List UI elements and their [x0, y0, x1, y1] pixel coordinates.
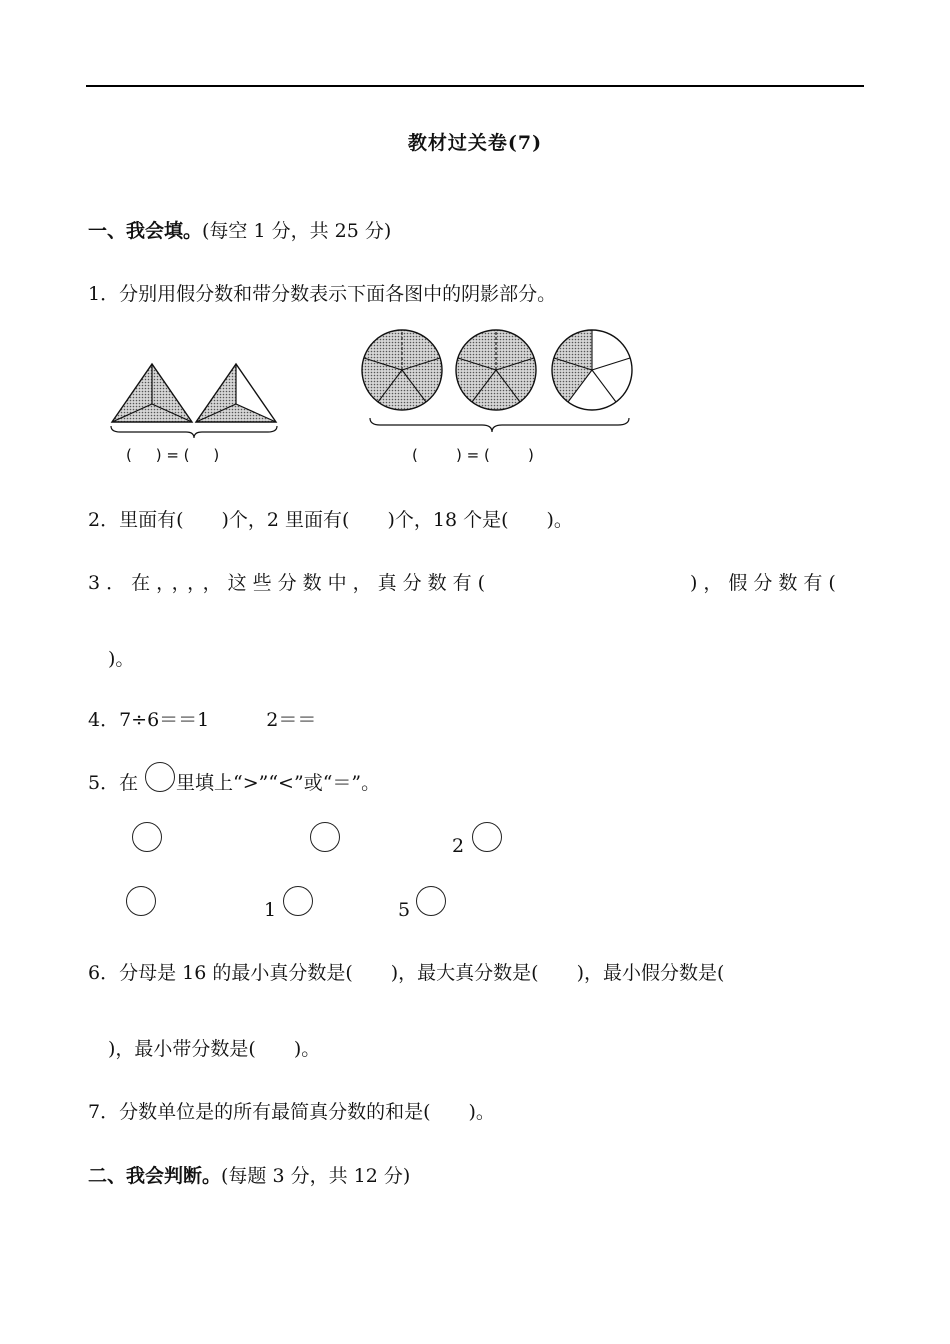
circle-full-1 — [362, 330, 442, 410]
question-5-prefix: 5．在 — [88, 772, 139, 794]
compare-circle-6[interactable] — [416, 886, 446, 916]
triangle-figure — [108, 360, 278, 440]
circle-figure — [358, 326, 638, 436]
section-2-note: (每题 3 分，共 12 分) — [221, 1165, 411, 1187]
compare-circle-1[interactable] — [132, 822, 162, 852]
question-7-text: 7．分数单位是的所有最简真分数的和是( )。 — [88, 1101, 495, 1123]
compare-circle-4[interactable] — [126, 886, 156, 916]
compare-number-1: 1 — [264, 899, 277, 921]
section-2-heading: 二、我会判断。 — [88, 1165, 222, 1187]
circle-full-2 — [456, 330, 536, 410]
circle-answer-label: ( ) = ( ) — [412, 446, 534, 464]
triangle-brace — [111, 426, 277, 438]
question-6-line-1: 6．分母是 16 的最小真分数是( )，最大真分数是( )，最小假分数是( — [88, 962, 725, 984]
compare-circle-3[interactable] — [472, 822, 502, 852]
triangle-shaded — [112, 364, 192, 422]
circle-brace — [370, 418, 629, 432]
circle-partial — [552, 330, 632, 410]
question-3-line-2: )。 — [108, 648, 135, 670]
page-title: 教材过关卷(7) — [407, 132, 543, 154]
question-6-line-2: )，最小带分数是( )。 — [108, 1038, 321, 1060]
section-1-note: (每空 1 分，共 25 分) — [202, 220, 392, 242]
compare-number-5: 5 — [398, 899, 411, 921]
question-2-text: 2．里面有( )个，2 里面有( )个，18 个是( )。 — [88, 509, 573, 531]
triangle-answer-label: ( ) = ( ) — [126, 446, 220, 464]
question-5-suffix: 里填上“>”“<”或“＝”。 — [176, 772, 381, 794]
compare-circle-5[interactable] — [283, 886, 313, 916]
question-1-text: 1．分别用假分数和带分数表示下面各图中的阴影部分。 — [88, 283, 557, 305]
compare-circle-example — [145, 762, 175, 792]
question-3-line-1b: )，假分数有( — [690, 572, 842, 594]
section-2-heading-line — [88, 1163, 410, 1189]
compare-circle-2[interactable] — [310, 822, 340, 852]
section-1-heading: 一、我会填。 — [88, 220, 203, 242]
triangle-partial — [196, 364, 276, 422]
section-1-heading-line — [88, 218, 391, 244]
top-rule — [86, 85, 864, 87]
question-4-text: 4．7÷6＝＝1 2＝＝ — [88, 709, 317, 731]
compare-number-2: 2 — [452, 835, 465, 857]
question-3-line-1a: 3．在，，，，这些分数中，真分数有( — [88, 572, 492, 594]
